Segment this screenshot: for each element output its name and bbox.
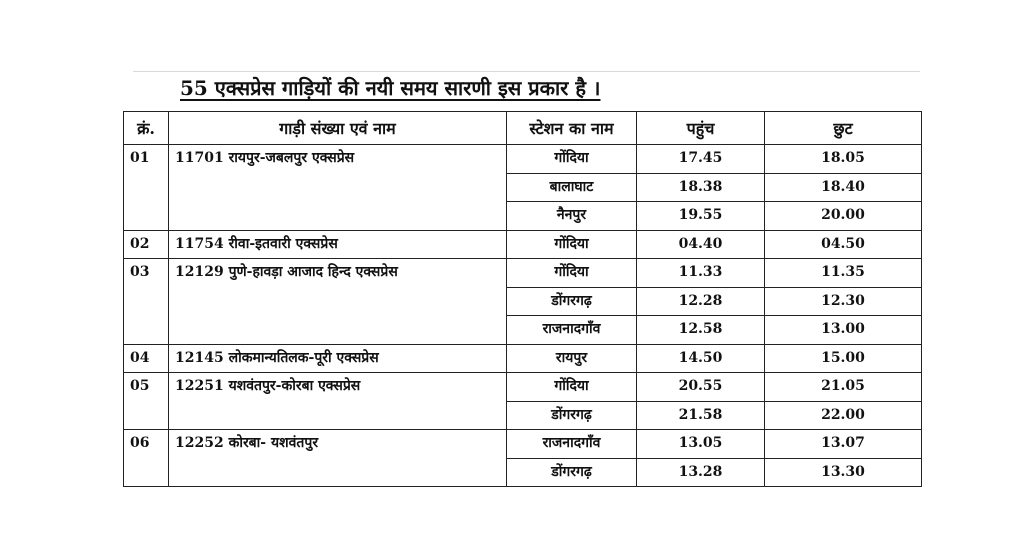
table-row — [124, 344, 922, 373]
arrival-time: 12.58 — [637, 316, 765, 345]
arrival-time: 20.55 — [637, 373, 765, 402]
station-name: राजनादगाँव — [507, 430, 637, 459]
station-name: डोंगरगढ़ — [507, 287, 637, 316]
train-name: 12145 लोकमान्यतिलक-पूरी एक्सप्रेस — [169, 344, 507, 373]
train-name: 12252 कोरबा- यशवंतपुर — [169, 430, 507, 487]
timetable — [123, 111, 922, 487]
arrival-time: 17.45 — [637, 145, 765, 174]
station-name: रायपुर — [507, 344, 637, 373]
table-row — [124, 145, 922, 174]
arrival-time: 19.55 — [637, 202, 765, 231]
station-name: गोंदिया — [507, 373, 637, 402]
departure-time: 20.00 — [765, 202, 922, 231]
table-row — [124, 373, 922, 402]
header-sn: क्रं. — [124, 112, 169, 145]
train-serial: 03 — [124, 259, 169, 345]
arrival-time: 04.40 — [637, 230, 765, 259]
train-serial: 02 — [124, 230, 169, 259]
station-name: डोंगरगढ़ — [507, 458, 637, 487]
train-serial: 04 — [124, 344, 169, 373]
arrival-time: 12.28 — [637, 287, 765, 316]
header-departure: छुट — [765, 112, 922, 145]
header-arrival: पहुंच — [637, 112, 765, 145]
departure-time: 11.35 — [765, 259, 922, 288]
station-name: गोंदिया — [507, 145, 637, 174]
arrival-time: 18.38 — [637, 173, 765, 202]
header-train: गाड़ी संख्या एवं नाम — [169, 112, 507, 145]
station-name: राजनादगाँव — [507, 316, 637, 345]
page-title: 55 एक्सप्रेस गाड़ियों की नयी समय सारणी इस प्रकार है । — [180, 76, 601, 100]
arrival-time: 21.58 — [637, 401, 765, 430]
arrival-time: 11.33 — [637, 259, 765, 288]
departure-time: 12.30 — [765, 287, 922, 316]
departure-time: 13.30 — [765, 458, 922, 487]
arrival-time: 13.28 — [637, 458, 765, 487]
train-name: 11701 रायपुर-जबलपुर एक्सप्रेस — [169, 145, 507, 231]
train-serial: 06 — [124, 430, 169, 487]
arrival-time: 13.05 — [637, 430, 765, 459]
station-name: गोंदिया — [507, 259, 637, 288]
station-name: गोंदिया — [507, 230, 637, 259]
train-name: 11754 रीवा-इतवारी एक्सप्रेस — [169, 230, 507, 259]
station-name: बालाघाट — [507, 173, 637, 202]
train-name: 12251 यशवंतपुर-कोरबा एक्सप्रेस — [169, 373, 507, 430]
departure-time: 04.50 — [765, 230, 922, 259]
train-serial: 05 — [124, 373, 169, 430]
table-row — [124, 259, 922, 288]
train-serial: 01 — [124, 145, 169, 231]
departure-time: 15.00 — [765, 344, 922, 373]
table-row — [124, 430, 922, 459]
departure-time: 13.00 — [765, 316, 922, 345]
departure-time: 18.40 — [765, 173, 922, 202]
header-row — [124, 112, 922, 145]
arrival-time: 14.50 — [637, 344, 765, 373]
header-station: स्टेशन का नाम — [507, 112, 637, 145]
table-row — [124, 230, 922, 259]
departure-time: 13.07 — [765, 430, 922, 459]
departure-time: 21.05 — [765, 373, 922, 402]
station-name: डोंगरगढ़ — [507, 401, 637, 430]
timetable-body — [124, 145, 922, 487]
departure-time: 18.05 — [765, 145, 922, 174]
station-name: नैनपुर — [507, 202, 637, 231]
departure-time: 22.00 — [765, 401, 922, 430]
top-divider — [133, 71, 920, 72]
train-name: 12129 पुणे-हावड़ा आजाद हिन्द एक्सप्रेस — [169, 259, 507, 345]
